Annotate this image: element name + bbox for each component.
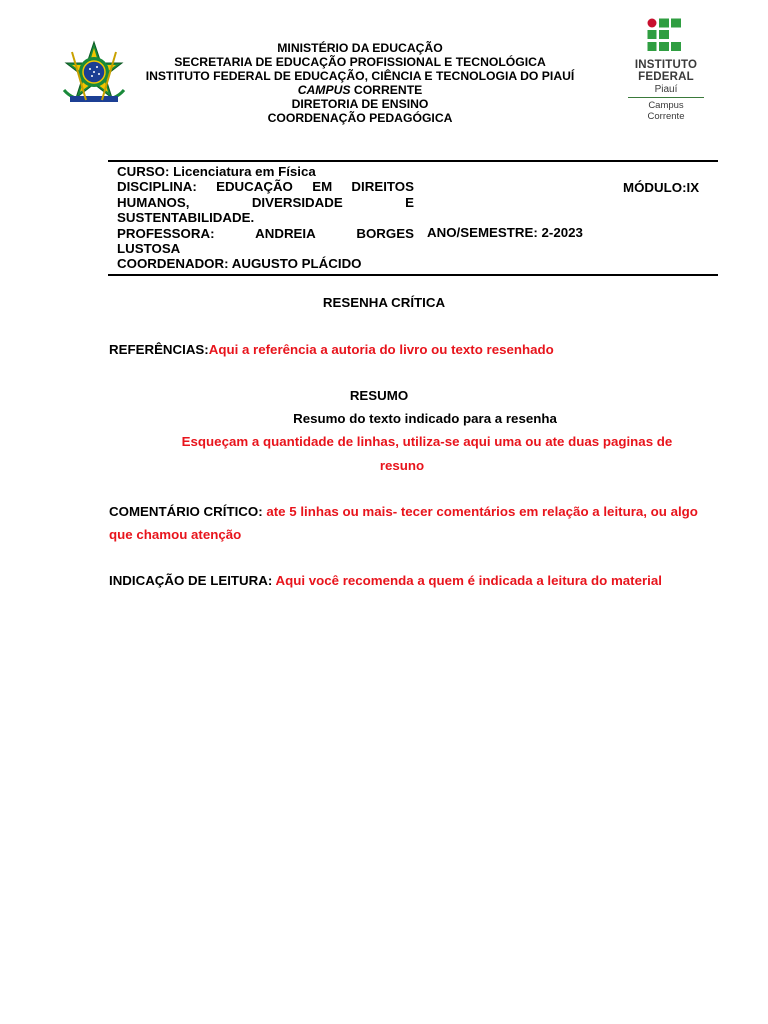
coordenador-row: [108, 256, 718, 271]
comentario-label: COMENTÁRIO CRÍTICO:: [109, 504, 263, 519]
indicacao-paragraph: [109, 569, 669, 592]
ifpi-name-line2: FEDERAL: [638, 70, 694, 83]
disciplina-line1: DISCIPLINA: EDUCAÇÃO EM DIREITOS: [117, 179, 414, 195]
header-line: DIRETORIA DE ENSINO: [291, 97, 429, 112]
comentario-text: ate 5 linhas ou mais- tecer comentários em relação a leitura, ou algo que chamou atenção: [109, 504, 698, 542]
ifpi-state: Piauí: [654, 84, 678, 95]
indicacao-text: Aqui você recomenda a quem é indicada a leitura do material: [275, 573, 662, 588]
course-info-block: [108, 160, 718, 276]
header-line: MINISTÉRIO DA EDUCAÇÃO: [277, 41, 443, 55]
header-line: COORDENAÇÃO PEDAGÓGICA: [267, 111, 453, 126]
professora-line1: PROFESSORA: ANDREIA BORGES: [117, 225, 414, 241]
campus-name: CORRENTE: [350, 83, 423, 98]
disciplina-row-2: [108, 195, 718, 210]
institution-lines: [120, 41, 600, 126]
modulo-text: MÓDULO:IX: [623, 180, 700, 195]
coordenador-text: COORDENADOR: AUGUSTO PLÁCIDO: [117, 256, 362, 272]
ifpi-squares-icon: [647, 18, 683, 54]
resumo-title: RESUMO: [349, 388, 409, 403]
ifpi-campus: [620, 100, 712, 122]
resumo-note-line2: resuno: [379, 458, 425, 473]
ano-semestre-text: ANO/SEMESTRE: 2-2023: [427, 225, 583, 240]
header-line: INSTITUTO FEDERAL DE EDUCAÇÃO, CIÊNCIA E TECNOLOGIA DO PIAUÍ: [145, 69, 575, 84]
curso-text: CURSO: Licenciatura em Física: [117, 164, 316, 179]
ifpi-logo: [620, 18, 712, 128]
professora-row: [108, 226, 718, 241]
header-line: SECRETARIA DE EDUCAÇÃO PROFISSIONAL E TECNOLÓGICA: [174, 55, 546, 70]
campus-line: [120, 83, 600, 97]
professora-row-2: [108, 241, 718, 256]
indicacao-label: INDICAÇÃO DE LEITURA:: [109, 573, 273, 588]
referencias-paragraph: [109, 338, 699, 361]
ifpi-name: [620, 60, 712, 83]
disciplina-row-3: [108, 210, 718, 225]
resumo-subtitle: Resumo do texto indicado para a resenha: [293, 411, 557, 426]
disciplina-line3: SUSTENTABILIDADE.: [117, 210, 255, 226]
document-header: [0, 40, 768, 135]
referencias-text: Aqui a referência a autoria do livro ou texto resenhado: [208, 342, 554, 357]
resumo-note-line1: Esqueçam a quantidade de linhas, utiliza-se aqui uma ou ate duas paginas de: [181, 434, 673, 449]
ifpi-campus-line2: Corrente: [647, 111, 685, 122]
professora-line2: LUSTOSA: [117, 241, 181, 257]
disciplina-line2: HUMANOS, DIVERSIDADE E: [117, 194, 414, 210]
ifpi-divider: [628, 97, 704, 98]
ifpi-campus-line1: Campus: [648, 100, 684, 111]
ifpi-name-line1: INSTITUTO: [634, 59, 698, 71]
curso-row: [108, 164, 718, 179]
campus-italic: CAMPUS: [297, 83, 351, 98]
comentario-paragraph: [109, 500, 699, 546]
referencias-label: REFERÊNCIAS:: [109, 342, 209, 357]
resenha-title: RESENHA CRÍTICA: [322, 295, 446, 310]
